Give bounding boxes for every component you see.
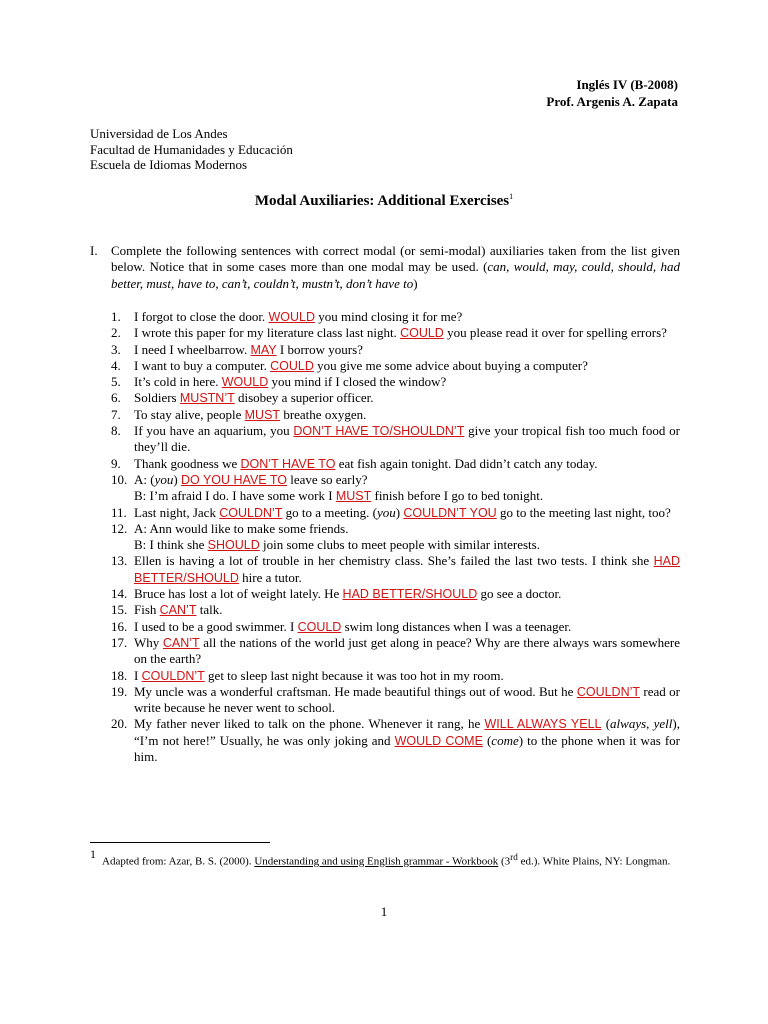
sentence-text: read or write because he never went to school. [134, 683, 680, 716]
exercise-item [111, 342, 680, 358]
sentence-text: Soldiers [134, 390, 180, 406]
footnote-text [102, 849, 690, 870]
exercise-number: 5. [111, 374, 121, 390]
sentence-text: leave so early? [287, 471, 368, 487]
sentence-text: I borrow yours? [276, 341, 363, 357]
exercise-list [111, 309, 680, 765]
exercise-item [111, 521, 680, 554]
answer-text: MUSTN’T [179, 391, 235, 406]
page-title [0, 192, 768, 210]
exercise-item [111, 390, 680, 406]
sentence-text: Thank goodness we [134, 455, 241, 471]
sentence-text: It’s cold in here. [134, 374, 222, 390]
exercise-number: 17. [111, 634, 128, 650]
answer-text: COULDN’T [219, 505, 283, 520]
exercise-item [111, 407, 680, 423]
sentence-text: breathe oxygen. [280, 406, 367, 422]
sentence-text: swim long distances when I was a teenager. [341, 618, 572, 634]
exercise-item [111, 635, 680, 668]
sentence-text: Bruce has lost a lot of weight lately. He [134, 586, 343, 602]
university-name: Universidad de Los Andes [90, 126, 228, 141]
sentence-text: disobey a superior officer. [234, 390, 374, 406]
exercise-number: 14. [111, 586, 128, 602]
sentence-text: ( [601, 716, 611, 732]
instruction-close: ) [413, 275, 418, 291]
sentence-text: give your tropical fish too much food or they’ll die. [134, 423, 681, 455]
exercise-number: 19. [111, 683, 128, 699]
answer-text: COULD [400, 326, 444, 341]
exercise-number: 3. [111, 341, 121, 357]
instruction-main: Complete the following sentences with correct modal (or semi-modal) auxiliaries taken from the list given below. Notice that in some cases more than one modal may be used. ( [111, 243, 680, 275]
exercise-number: 12. [111, 520, 128, 536]
exercise-number: 15. [111, 602, 128, 618]
sentence-text: If you have an aquarium, you [134, 423, 294, 439]
exercise-number: 1. [111, 309, 121, 324]
professor-name: Prof. Argenis A. Zapata [546, 94, 678, 109]
exercise-item [111, 456, 680, 472]
exercise-number: 20. [111, 716, 128, 732]
sentence-text: A: Ann would like to make some friends. [134, 520, 349, 536]
sentence-text: I wrote this paper for my literature class last night. [134, 325, 401, 341]
sentence-text: you mind if I closed the window? [268, 374, 447, 390]
sentence-text: My father never liked to talk on the phone. Whenever it rang, he [134, 716, 485, 732]
instruction-text [111, 243, 680, 292]
exercise-item [111, 684, 680, 717]
footnote-edition-sup: rd [510, 852, 518, 862]
answer-text: COULDN’T YOU [403, 505, 497, 520]
answer-text: MAY [250, 342, 277, 357]
sentence-text: Why [134, 634, 163, 650]
footnote-divider [90, 842, 270, 843]
sentence-text: Fish [134, 602, 160, 618]
answer-text: WILL ALWAYS YELL [484, 717, 602, 732]
exercise-item [111, 716, 680, 765]
exercise-item [111, 472, 680, 505]
footnote [90, 849, 690, 870]
course-code: Inglés IV (B-2008) [576, 77, 678, 92]
exercise-item [111, 553, 680, 586]
exercise-item [111, 423, 680, 456]
answer-text: HAD BETTER/SHOULD [134, 554, 680, 585]
answer-text: DON’T HAVE TO [240, 456, 336, 471]
sentence-text: join some clubs to meet people with similar interests. [259, 537, 540, 553]
sentence-text: Ellen is having a lot of trouble in her chemistry class. She’s failed the last two tests. I think she [134, 553, 654, 569]
exercise-number: 4. [111, 357, 121, 373]
answer-text: DO YOU HAVE TO [180, 472, 288, 487]
answer-text: WOULD COME [394, 733, 483, 748]
answer-text: MUST [244, 407, 281, 422]
sentence-text: hire a tutor. [238, 569, 302, 585]
sentence-text: finish before I go to bed tonight. [371, 488, 544, 504]
exercise-number: 2. [111, 325, 121, 341]
exercise-item [111, 374, 680, 390]
answer-text: WOULD [268, 310, 315, 324]
cue-text: always, yell [610, 716, 673, 732]
exercise-item [111, 602, 680, 618]
sentence-text: My uncle was a wonderful craftsman. He made beautiful things out of wood. But he [134, 683, 577, 699]
footnote-publisher: ed.). White Plains, NY: Longman. [517, 855, 671, 868]
exercise-item [111, 358, 680, 374]
sentence-text: all the nations of the world just get along in peace? Why are there always wars somewhere on the earth? [134, 634, 680, 667]
exercise-number: 16. [111, 618, 128, 634]
exercise-number: 6. [111, 390, 121, 406]
modal-list: can, would, may, could, should, had better, must, have to, can’t, couldn’t, mustn’t, don’t have to [111, 259, 681, 291]
footnote-edition: (3 [498, 855, 511, 868]
exercise-number: 7. [111, 406, 121, 422]
exercise-item [111, 586, 680, 602]
answer-text: CAN’T [162, 635, 200, 650]
sentence-text: you give me some advice about buying a computer? [313, 357, 588, 373]
sentence-text: I need I wheelbarrow. [134, 341, 251, 357]
exercise-instructions [90, 243, 680, 292]
sentence-text: A: ( [134, 471, 155, 487]
answer-text: COULDN’T [576, 684, 641, 699]
sentence-text: ), “I’m not here!” Usually, he was only joking and [134, 716, 680, 748]
answer-text: SHOULD [207, 538, 260, 553]
answer-text: MUST [335, 489, 372, 504]
sentence-text: To stay alive, people [134, 406, 245, 422]
exercise-number: 18. [111, 667, 128, 683]
page-number: 1 [380, 904, 388, 919]
sentence-text: I want to buy a computer. [134, 357, 271, 373]
school-name: Escuela de Idiomas Modernos [90, 157, 248, 172]
footnote-book-title: Understanding and using English grammar - Workbook [254, 855, 499, 868]
exercise-number: 13. [111, 553, 128, 569]
cue-text: come [491, 732, 519, 748]
faculty-name: Facultad de Humanidades y Educación [90, 141, 293, 157]
sentence-text: get to sleep last night because it was too hot in my room. [204, 667, 504, 683]
exercise-item [111, 668, 680, 684]
footnote-mark: 1 [90, 847, 96, 861]
sentence-text: you please read it over for spelling errors? [443, 325, 667, 341]
exercise-item [111, 325, 680, 341]
cue-text: you [154, 471, 174, 487]
sentence-text: go to the meeting last night, too? [496, 504, 671, 520]
exercise-item [111, 619, 680, 635]
sentence-text: go to a meeting. ( [282, 504, 378, 520]
sentence-text: you mind closing it for me? [314, 309, 463, 324]
section-number: I. [90, 243, 98, 258]
exercise-number: 10. [111, 471, 128, 487]
sentence-text: go see a doctor. [477, 586, 562, 602]
sentence-text: ) to the phone when it was for him. [134, 732, 680, 765]
answer-text: DON’T HAVE TO/SHOULDN’T [293, 424, 465, 439]
exercise-item [111, 309, 680, 325]
sentence-text: I [134, 667, 142, 683]
exercise-number: 11. [111, 504, 127, 520]
title-footnote-ref: 1 [509, 192, 514, 201]
exercise-item [111, 505, 680, 521]
answer-text: CAN’T [159, 603, 197, 618]
course-header [546, 76, 678, 110]
sentence-text: ) [173, 471, 181, 487]
answer-text: COULDN’T [141, 668, 205, 683]
cue-text: you [377, 504, 396, 520]
exercise-number: 9. [111, 455, 121, 471]
answer-text: WOULD [221, 375, 269, 390]
sentence-text: B: I think she [134, 537, 208, 553]
answer-text: COULD [297, 619, 342, 634]
sentence-text: ) [395, 504, 404, 520]
sentence-text: talk. [196, 602, 223, 618]
sentence-text: eat fish again tonight. Dad didn’t catch any today. [335, 455, 598, 471]
sentence-text: I forgot to close the door. [134, 309, 269, 324]
sentence-text: ( [482, 732, 492, 748]
sentence-text: I used to be a good swimmer. I [134, 618, 298, 634]
exercise-number: 8. [111, 423, 121, 439]
institution-block [90, 126, 293, 173]
sentence-text: B: I’m afraid I do. I have some work I [134, 488, 336, 504]
footnote-prefix: Adapted from: Azar, B. S. (2000). [102, 855, 255, 868]
sentence-text: Last night, Jack [134, 504, 220, 520]
answer-text: COULD [270, 358, 314, 373]
title-text: Modal Auxiliaries: Additional Exercises [254, 193, 510, 209]
answer-text: HAD BETTER/SHOULD [342, 587, 478, 602]
